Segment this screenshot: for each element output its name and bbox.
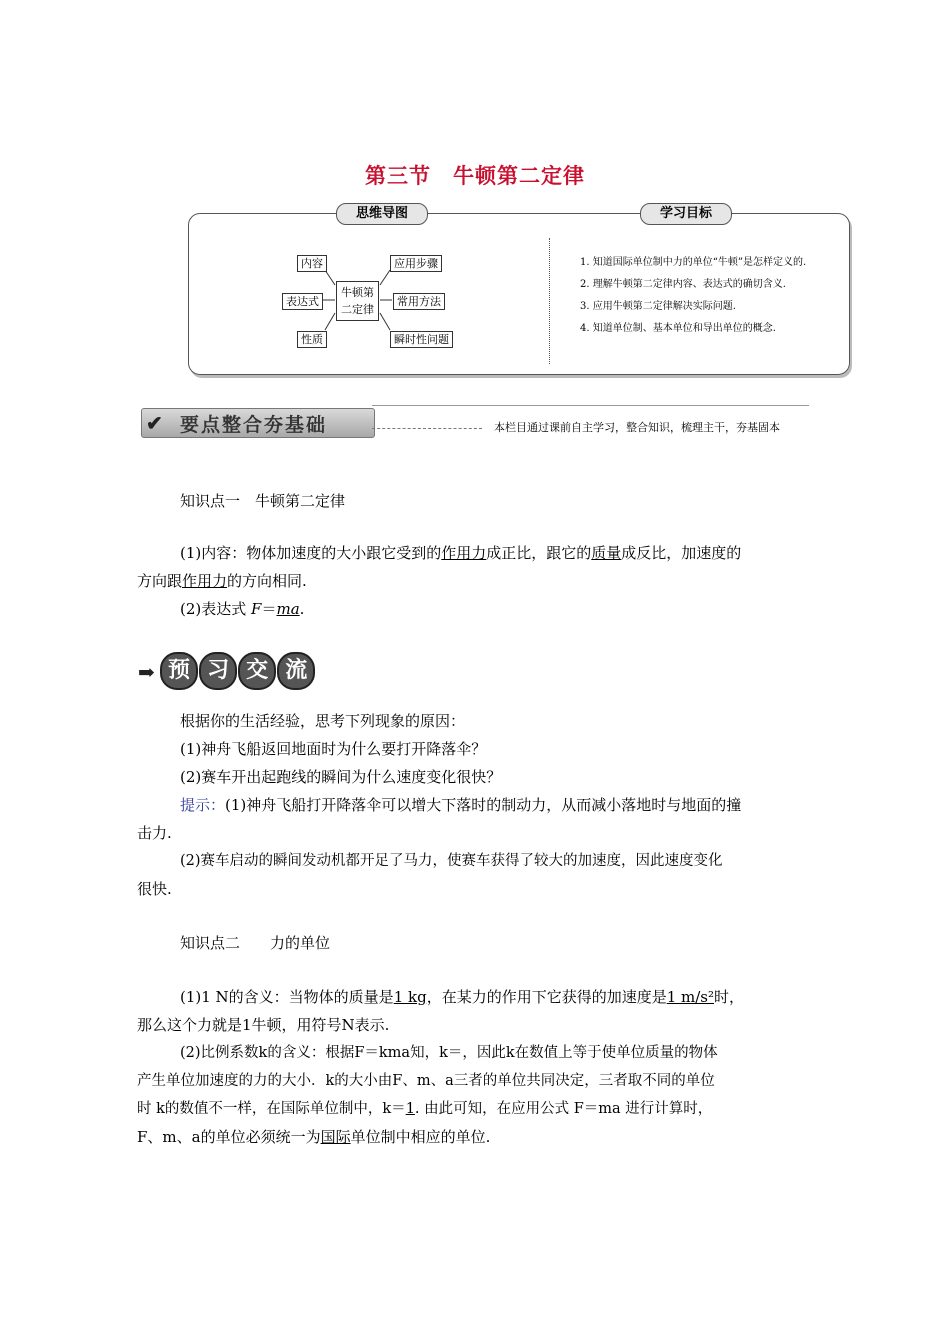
mindmap-node-property: 性质 xyxy=(297,331,327,348)
preview-intro: 根据你的生活经验，思考下列现象的原因： xyxy=(180,712,466,730)
banner-dashed-line xyxy=(372,428,482,429)
kp1-content-line2 xyxy=(137,567,307,595)
goal-item: 4. 知道单位制、基本单位和导出单位的概念. xyxy=(580,323,776,334)
text: 时， xyxy=(714,988,745,1006)
preview-char: 预 xyxy=(160,652,198,690)
preview-q2: (2)赛车开出起跑线的瞬间为什么速度变化很快？ xyxy=(180,768,502,786)
section-banner-label: 要点整合夯基础 xyxy=(180,414,328,436)
text: 时 k的数值不一样，在国际单位制中，k＝ xyxy=(137,1101,406,1117)
text: (2)表达式 xyxy=(180,600,252,618)
symbol: F xyxy=(251,600,262,618)
mindmap-node-expression: 表达式 xyxy=(282,293,323,310)
goal-item: 1. 知道国际单位制中力的单位“牛顿”是怎样定义的. xyxy=(580,257,807,268)
mindmap-node-instant: 瞬时性问题 xyxy=(390,331,453,348)
preview-char: 习 xyxy=(199,652,237,690)
answer-blank: 质量 xyxy=(591,544,622,562)
learning-goals xyxy=(558,252,838,340)
answer-blank: 作用力 xyxy=(182,572,228,590)
arrow-icon: ➡ xyxy=(138,660,155,684)
mindmap-node-methods: 常用方法 xyxy=(393,293,445,310)
check-icon: ✔ xyxy=(146,411,163,435)
mindmap-node-content: 内容 xyxy=(297,255,327,272)
hint-label: 提示： xyxy=(180,796,226,814)
mindmap-tab: 思维导图 xyxy=(336,203,428,225)
text: 方向跟 xyxy=(137,572,183,590)
preview-banner xyxy=(160,652,311,690)
preview-a2-line1: (2)赛车启动的瞬间发动机都开足了马力，使赛车获得了较大的加速度，因此速度变化 xyxy=(180,853,723,869)
answer-blank: 作用力 xyxy=(441,544,487,562)
text: F、m、a的单位必须统一为 xyxy=(137,1128,321,1146)
goals-tab: 学习目标 xyxy=(640,203,732,225)
kp1-expression xyxy=(180,595,304,623)
text: 单位制中相应的单位. xyxy=(350,1128,491,1146)
text: (1)1 N的含义：当物体的质量是 xyxy=(180,988,394,1006)
kp2-p2-line3 xyxy=(137,1095,712,1123)
kp2-p2-line4 xyxy=(137,1123,490,1151)
answer-blank: 国际 xyxy=(320,1128,351,1146)
section-banner-note: 本栏目通过课前自主学习，整合知识，梳理主干，夯基固本 xyxy=(494,421,780,434)
kp1-content-line1 xyxy=(180,539,741,567)
text: . 由此可知，在应用公式 F＝ma 进行计算时， xyxy=(414,1101,713,1117)
mindmap-node-steps: 应用步骤 xyxy=(390,255,442,272)
goal-item: 2. 理解牛顿第二定律内容、表达式的确切含义. xyxy=(580,279,786,290)
preview-a1-line1 xyxy=(180,791,741,819)
answer-blank: 1 m/s² xyxy=(666,988,715,1006)
mindmap-center-line2: 二定律 xyxy=(341,303,374,316)
preview-a1-line2: 击力. xyxy=(137,824,172,842)
kp2-p2-line1: (2)比例系数k的含义：根据F＝kma知，k＝，因此k在数值上等于使单位质量的物体 xyxy=(180,1045,718,1061)
answer-blank: 1 xyxy=(405,1101,415,1117)
text: 成反比，加速度的 xyxy=(621,544,742,562)
text: 的方向相同. xyxy=(227,572,307,590)
banner-rule xyxy=(372,405,809,406)
preview-char: 交 xyxy=(238,652,276,690)
kp2-p1-line1 xyxy=(180,983,744,1011)
kp1-heading: 知识点一 牛顿第二定律 xyxy=(180,492,346,510)
text: ＝ xyxy=(261,600,277,618)
preview-char: 流 xyxy=(277,652,315,690)
text: ，在某力的作用下它获得的加速度是 xyxy=(426,988,667,1006)
panel-divider xyxy=(549,238,550,364)
text: 成正比，跟它的 xyxy=(486,544,592,562)
page-title: 第三节 牛顿第二定律 xyxy=(365,164,585,188)
mindmap-center-line1: 牛顿第 xyxy=(341,286,374,299)
preview-a2-line2: 很快. xyxy=(137,880,172,898)
preview-q1: (1)神舟飞船返回地面时为什么要打开降落伞？ xyxy=(180,740,487,758)
goal-item: 3. 应用牛顿第二定律解决实际问题. xyxy=(580,301,736,312)
answer-blank: ma xyxy=(276,600,300,618)
text: (1)神舟飞船打开降落伞可以增大下落时的制动力，从而减小落地时与地面的撞 xyxy=(225,796,742,814)
kp2-p2-line2: 产生单位加速度的力的大小．k的大小由F、m、a三者的单位共同决定，三者取不同的单位 xyxy=(137,1073,715,1089)
mindmap-center xyxy=(336,281,379,321)
text: . xyxy=(299,600,305,618)
kp2-p1-line2: 那么这个力就是1牛顿，用符号N表示. xyxy=(137,1016,390,1034)
kp2-heading: 知识点二 力的单位 xyxy=(180,934,331,952)
text: (1)内容：物体加速度的大小跟它受到的 xyxy=(180,544,442,562)
answer-blank: 1 kg xyxy=(393,988,427,1006)
